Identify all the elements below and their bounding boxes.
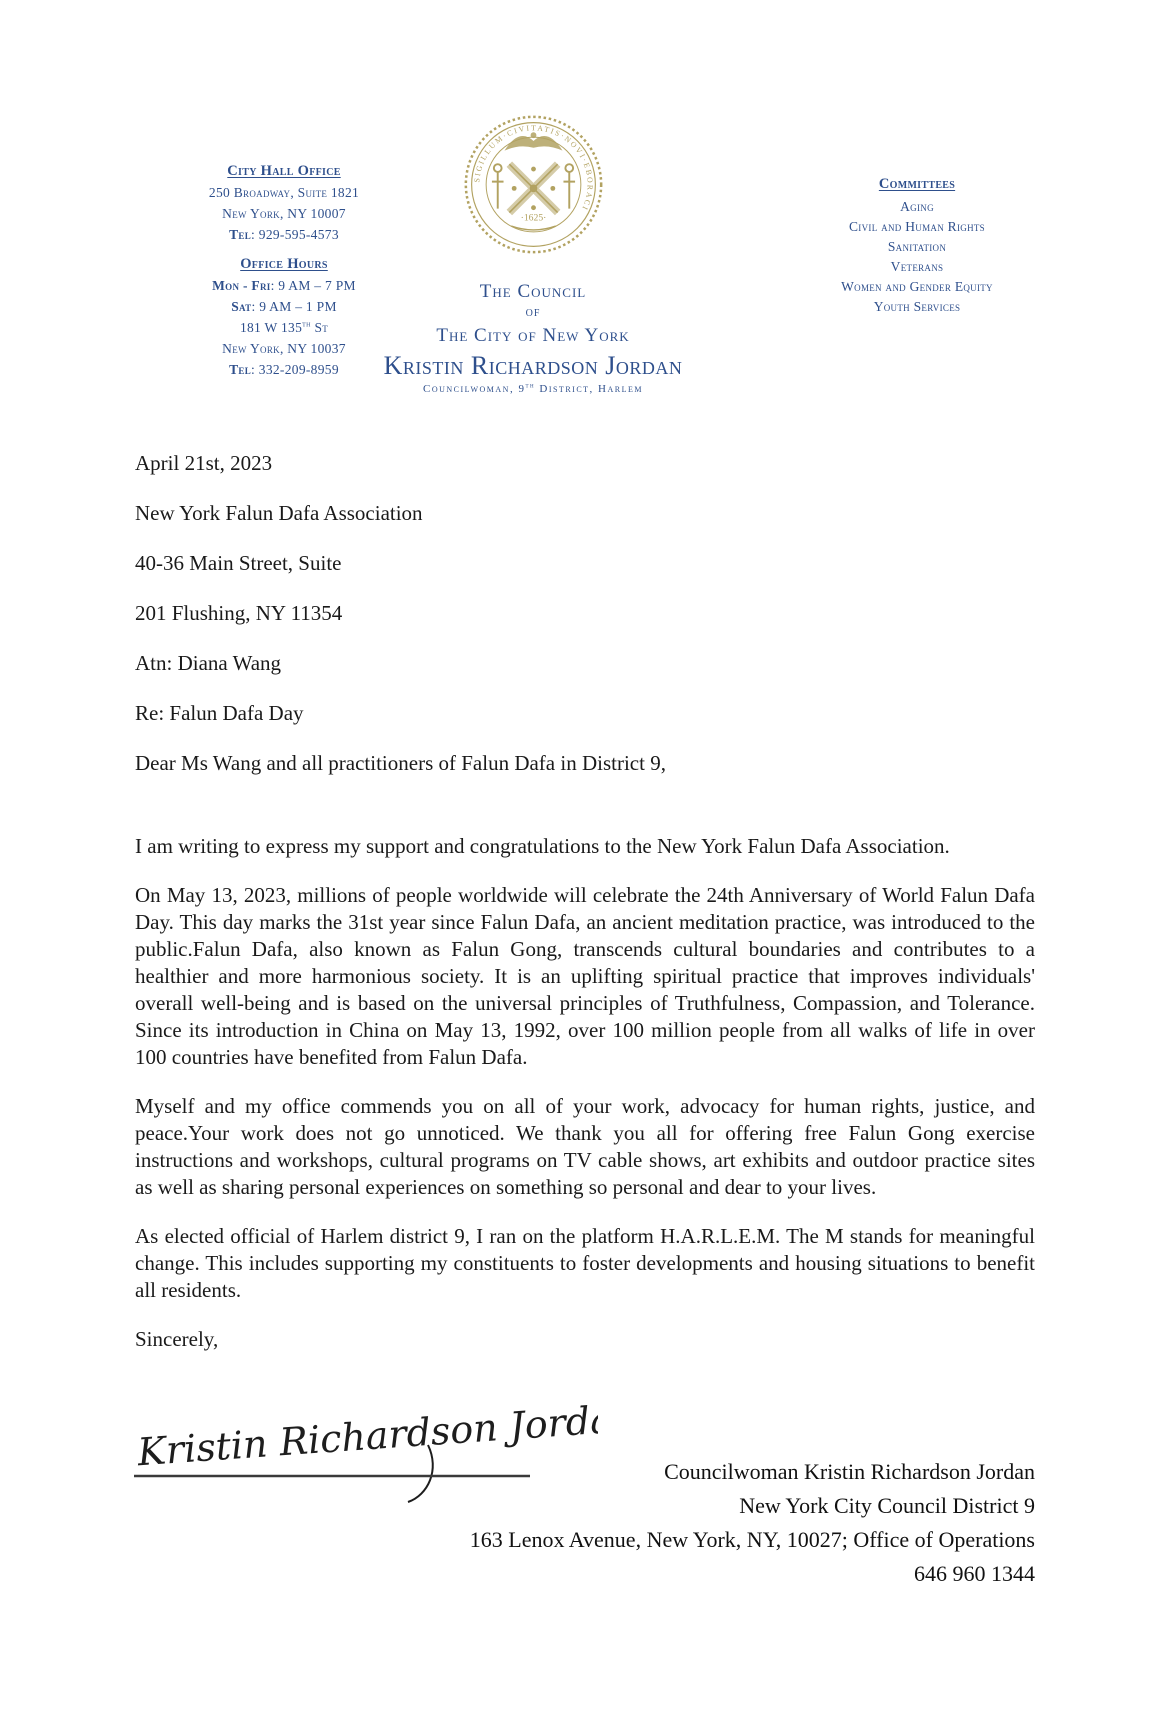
committee-item: Civil and Human Rights [849,219,985,234]
seal-eagle [504,136,562,151]
council-block [363,112,703,397]
council-title-line3: The City of New York [436,325,630,346]
weekday-value: : 9 AM – 7 PM [270,278,356,293]
street-suffix: St [310,320,329,335]
footer-line: Councilwoman Kristin Richardson Jordan [664,1459,1035,1484]
tel-label: Tel [229,227,252,242]
committee-item: Sanitation [887,239,947,254]
body-paragraph: On May 13, 2023, millions of people worldwide will celebrate the 24th Anniversary of World Falun Dafa Day. This day marks the 31st year since Falun Dafa, an ancient meditation practice, was introduced to the public.Falun Dafa, also known as Falun Gong, transcends cultural boundaries and contributes to a healthier and more harmonious society. It is an uplifting spiritual practice that improves individuals' overall well-being and is based on the universal principles of Truthfulness, Compassion, and Tolerance. Since its introduction in China on May 13, 1992, over 100 million people from all walks of life in over 100 countries have benefited from Falun Dafa. [135,883,1035,1069]
street-ordinal: th [302,319,311,329]
seal-rim-text: SIGILLUM·CIVITATIS·NOVI·EBORACI [471,123,595,213]
city-hall-city: New York, NY 10007 [222,206,346,221]
council-title-line1: The Council [479,281,587,302]
footer-contact-block [470,1455,1035,1591]
nyc-council-seal-icon [461,112,606,257]
recipient-line: 201 Flushing, NY 11354 [135,601,343,625]
city-hall-office-title: City Hall Office [227,163,341,179]
letter-date: April 21st, 2023 [135,451,273,475]
committees-title: Committees [878,176,956,192]
weekday-label: Mon - Fri [212,278,271,293]
councilmember-name: Kristin Richardson Jordan [383,351,683,380]
committee-item: Aging [900,199,934,214]
footer-line: 163 Lenox Avenue, New York, NY, 10027; Office of Operations [469,1527,1035,1552]
seal-windmill [509,164,557,212]
body-paragraph: Myself and my office commends you on all of your work, advocacy for human rights, justice, and peace.Your work does not go unnoticed. We thank you all for offering free Falun Gong exercise instructions and workshops, cultural programs on TV cable shows, art exhibits and outdoor practice sites as well as sharing personal experiences on something so personal and dear to your lives. [135,1094,1035,1199]
signature-name: Kristin Richardson Jordan [136,1395,598,1475]
committee-item: Women and Gender Equity [841,279,993,294]
seal-year: ·1625· [520,212,546,224]
footer-line: New York City Council District 9 [739,1493,1035,1518]
body-paragraph: I am writing to express my support and congratulations to the New York Falun Dafa Association. [135,834,950,858]
committees-block [767,173,1067,317]
saturday-value: : 9 AM – 1 PM [251,299,337,314]
tel-value: : 929-595-4573 [251,227,339,242]
footer-line: 646 960 1344 [914,1561,1035,1586]
street-number: 181 W 135 [239,320,303,335]
recipient-line: 40-36 Main Street, Suite [135,551,342,575]
body-paragraph: As elected official of Harlem district 9, I ran on the platform H.A.R.L.E.M. The M stands for meaningful change. This includes supporting my constituents to foster developments and housing situations to benefit all residents. [135,1224,1035,1302]
committee-item: Veterans [890,259,944,274]
office-hours-title: Office Hours [240,256,328,272]
subtitle-post: District, Harlem [535,383,643,395]
subtitle-ordinal: th [525,382,536,390]
salutation: Dear Ms Wang and all practitioners of Falun Dafa in District 9, [135,751,666,775]
recipient-line: Atn: Diana Wang [135,651,282,675]
recipient-line: Re: Falun Dafa Day [135,701,304,725]
council-title-line2: of [525,305,541,320]
tel-value: : 332-209-8959 [251,362,339,377]
subtitle-pre: Councilwoman, 9 [422,383,526,395]
saturday-label: Sat [231,299,252,314]
city-hall-address: 250 Broadway, Suite 1821 [208,185,360,200]
councilmember-subtitle [363,381,703,397]
recipient-line: New York Falun Dafa Association [135,501,423,525]
district-office-city: New York, NY 10037 [222,341,346,356]
letter-body [135,450,1035,1353]
closing: Sincerely, [135,1327,219,1351]
tel-label: Tel [229,362,252,377]
committee-item: Youth Services [873,299,961,314]
